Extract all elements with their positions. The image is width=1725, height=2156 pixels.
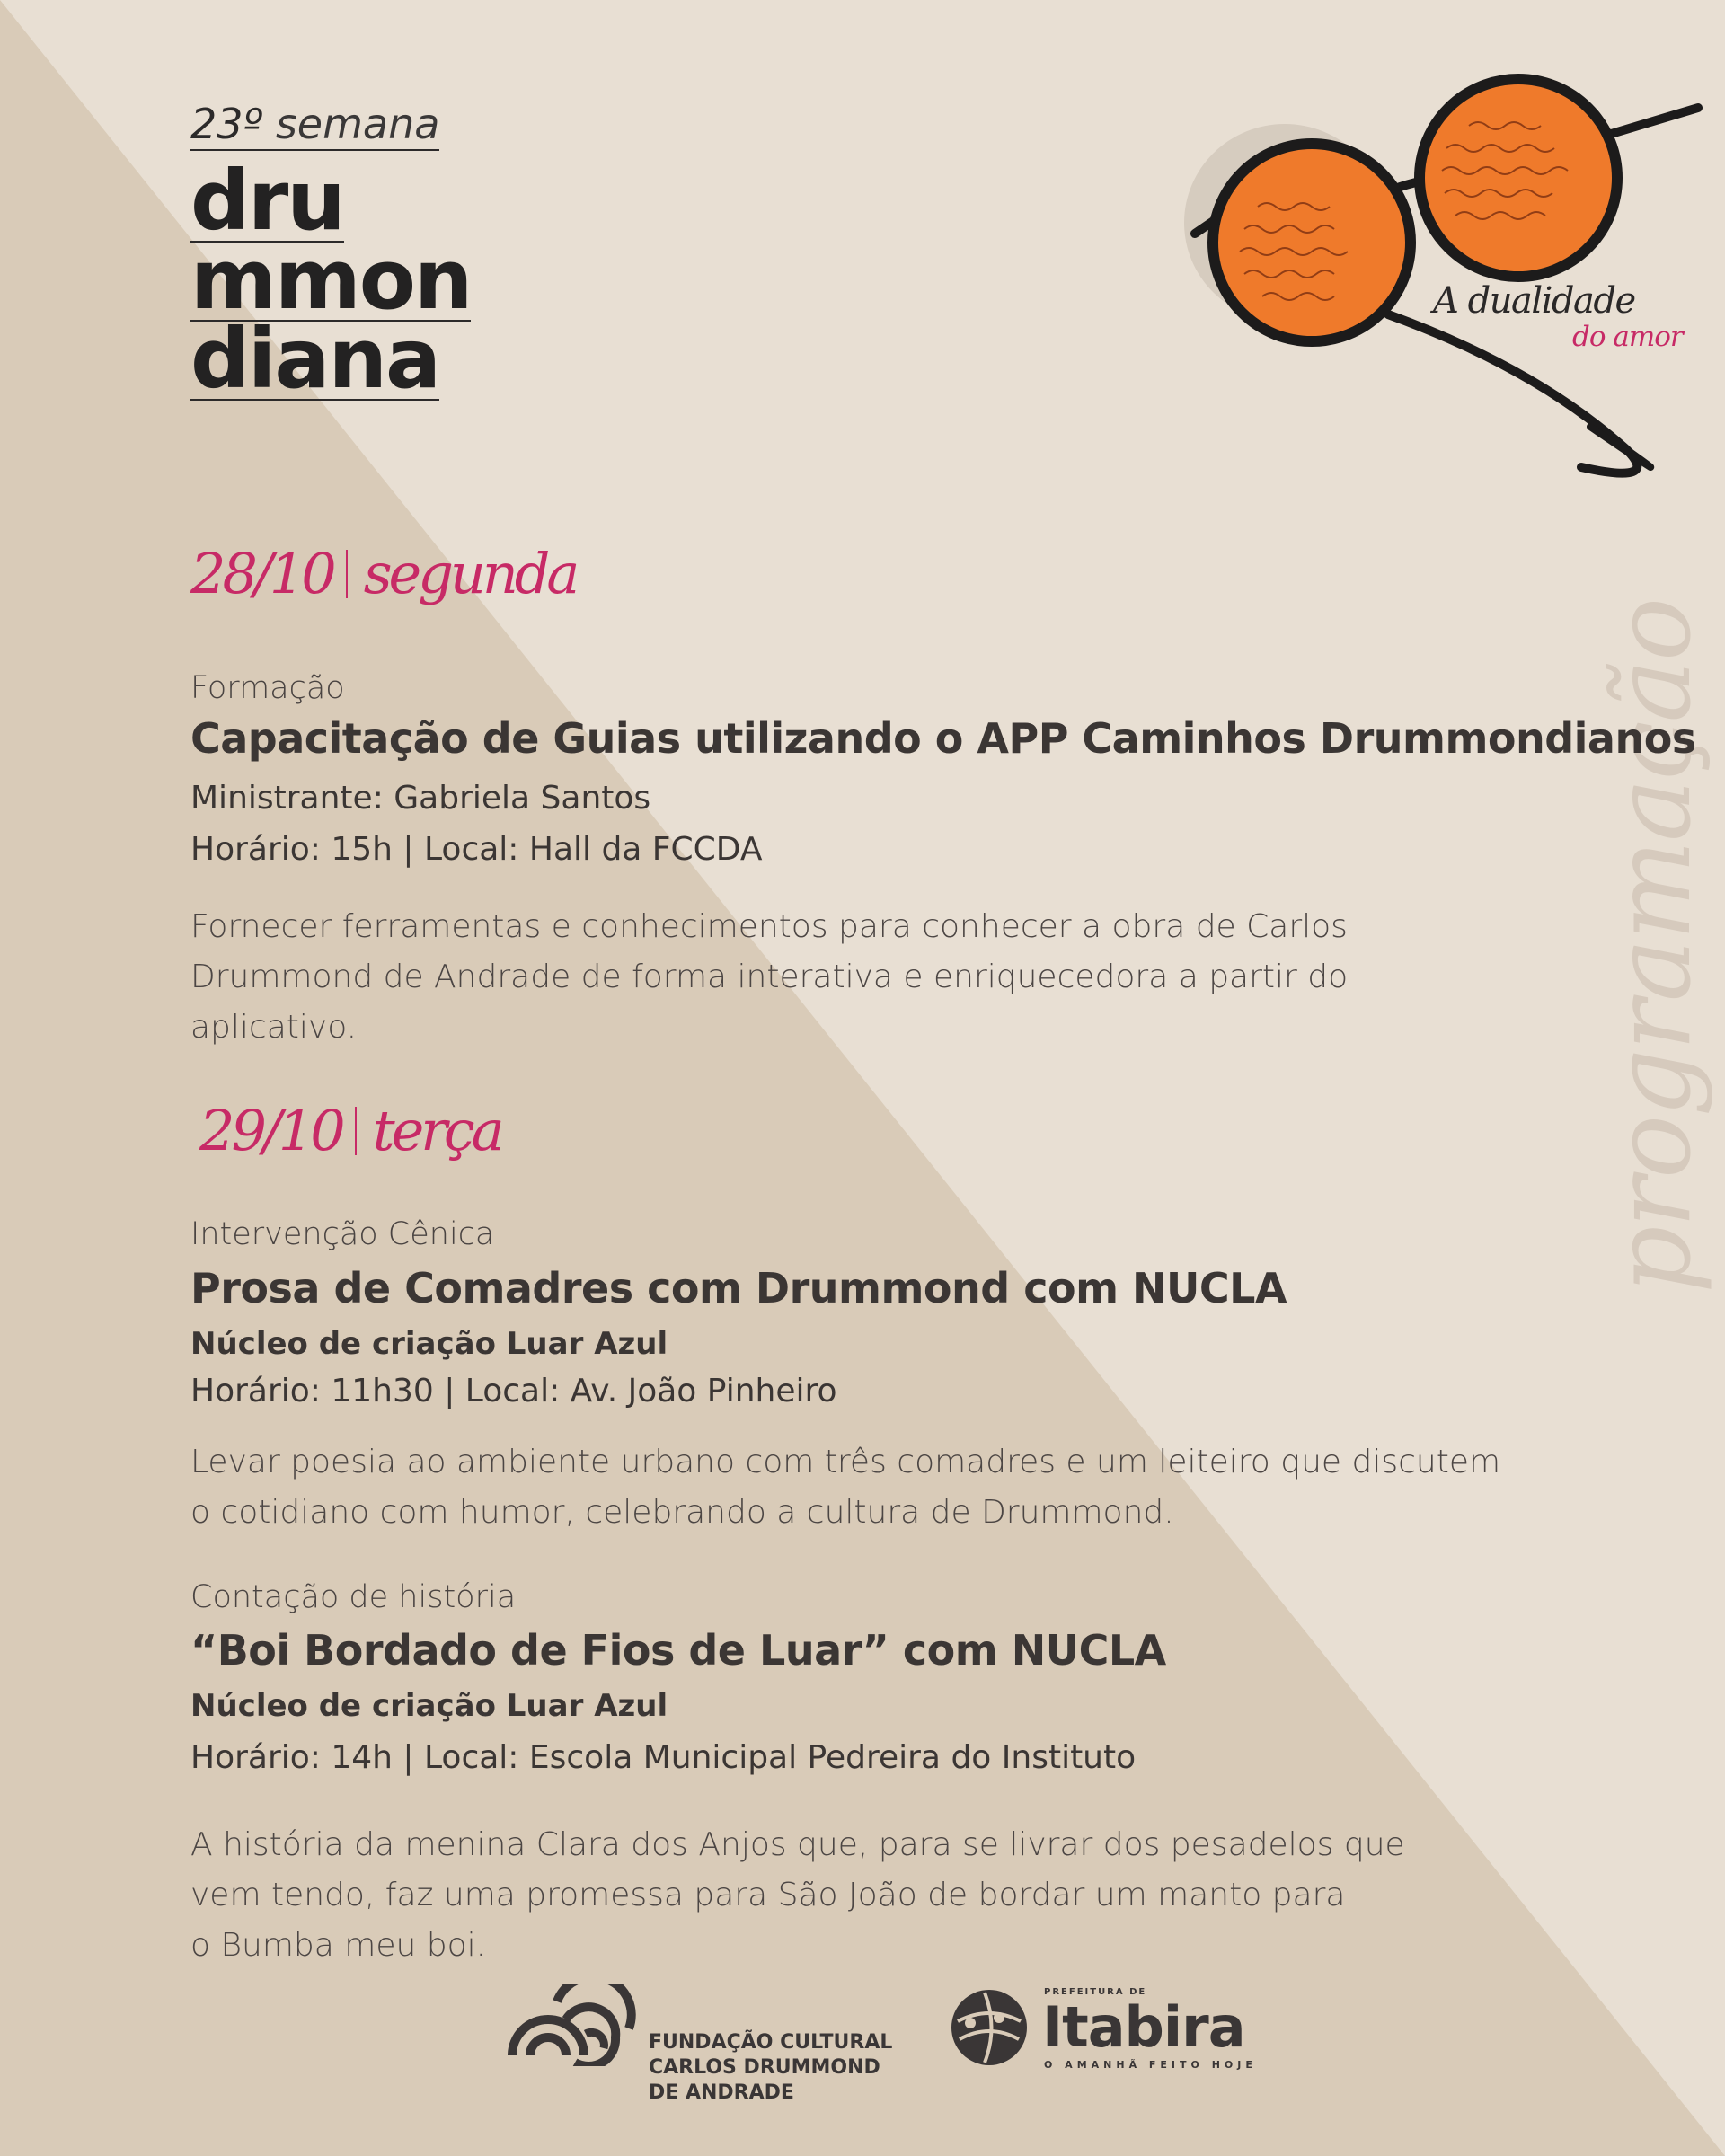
- fccda-line: FUNDAÇÃO CULTURAL: [649, 2031, 893, 2054]
- itabira-prefix: PREFEITURA DE: [1044, 1987, 1147, 1997]
- edition-word: semana: [275, 100, 440, 148]
- programacao-label: programação: [1590, 598, 1714, 1294]
- event-subtitle: Núcleo de criação Luar Azul: [190, 1688, 668, 1724]
- event-title: Capacitação de Guias utilizando o APP Caminhos Drummondianos: [190, 714, 1696, 763]
- day-header-2: [199, 1098, 501, 1163]
- description-line: o Bumba meu boi.: [190, 1927, 487, 1964]
- event-description: [190, 1820, 1592, 1971]
- title-line-2: mmon: [190, 232, 472, 328]
- description-line: vem tendo, faz uma promessa para São João de bordar um manto para: [190, 1877, 1346, 1913]
- day-separator: [346, 550, 348, 598]
- tagline-sub: do amor: [1572, 321, 1683, 353]
- edition-label: [190, 101, 439, 151]
- day-date: 28/10: [190, 541, 333, 606]
- day-weekday: terça: [372, 1098, 501, 1163]
- event-time-location: Horário: 15h | Local: Hall da FCCDA: [190, 831, 763, 868]
- event-category: Intervenção Cênica: [190, 1216, 495, 1252]
- event-category: Formação: [190, 670, 345, 706]
- itabira-slogan: O AMANHÃ FEITO HOJE: [1044, 2059, 1257, 2071]
- itabira-name: Itabira: [1042, 1994, 1245, 2060]
- event-instructor: Ministrante: Gabriela Santos: [190, 780, 651, 817]
- event-logo: [190, 100, 514, 407]
- event-title: Prosa de Comadres com Drummond com NUCLA: [190, 1264, 1287, 1312]
- fccda-line: CARLOS DRUMMOND: [649, 2056, 880, 2079]
- description-line: o cotidiano com humor, celebrando a cultura de Drummond.: [190, 1494, 1174, 1531]
- event-time-location: Horário: 11h30 | Local: Av. João Pinheiro: [190, 1373, 837, 1409]
- edition-number: 23º: [190, 100, 263, 148]
- day-weekday: segunda: [363, 541, 577, 606]
- description-line: aplicativo.: [190, 1009, 358, 1046]
- description-line: Drummond de Andrade de forma interativa e enriquecedora a partir do: [190, 959, 1349, 995]
- event-subtitle: Núcleo de criação Luar Azul: [190, 1326, 668, 1362]
- day-separator: [355, 1107, 357, 1155]
- event-title: “Boi Bordado de Fios de Luar” com NUCLA: [190, 1626, 1166, 1674]
- title-line-3: diana: [190, 311, 440, 407]
- description-line: A história da menina Clara dos Anjos que, para se livrar dos pesadelos que: [190, 1826, 1405, 1863]
- description-line: Fornecer ferramentas e conhecimentos para conhecer a obra de Carlos: [190, 908, 1348, 945]
- description-line: Levar poesia ao ambiente urbano com três comadres e um leiteiro que discutem: [190, 1444, 1501, 1480]
- event-category: Contação de história: [190, 1579, 517, 1615]
- day-header-1: [190, 541, 576, 606]
- fccda-logo-text: [649, 2030, 892, 2106]
- fccda-logo-icon: [494, 1984, 638, 2066]
- event-description: [190, 902, 1448, 1053]
- fccda-line: DE ANDRADE: [649, 2081, 794, 2104]
- day-date: 29/10: [199, 1098, 342, 1163]
- itabira-logo-icon: [949, 1987, 1030, 2068]
- event-description: [190, 1437, 1592, 1538]
- title-line-1: dru: [190, 153, 344, 249]
- tagline-main: A dualidade: [1433, 280, 1635, 322]
- event-time-location: Horário: 14h | Local: Escola Municipal Pedreira do Instituto: [190, 1739, 1137, 1776]
